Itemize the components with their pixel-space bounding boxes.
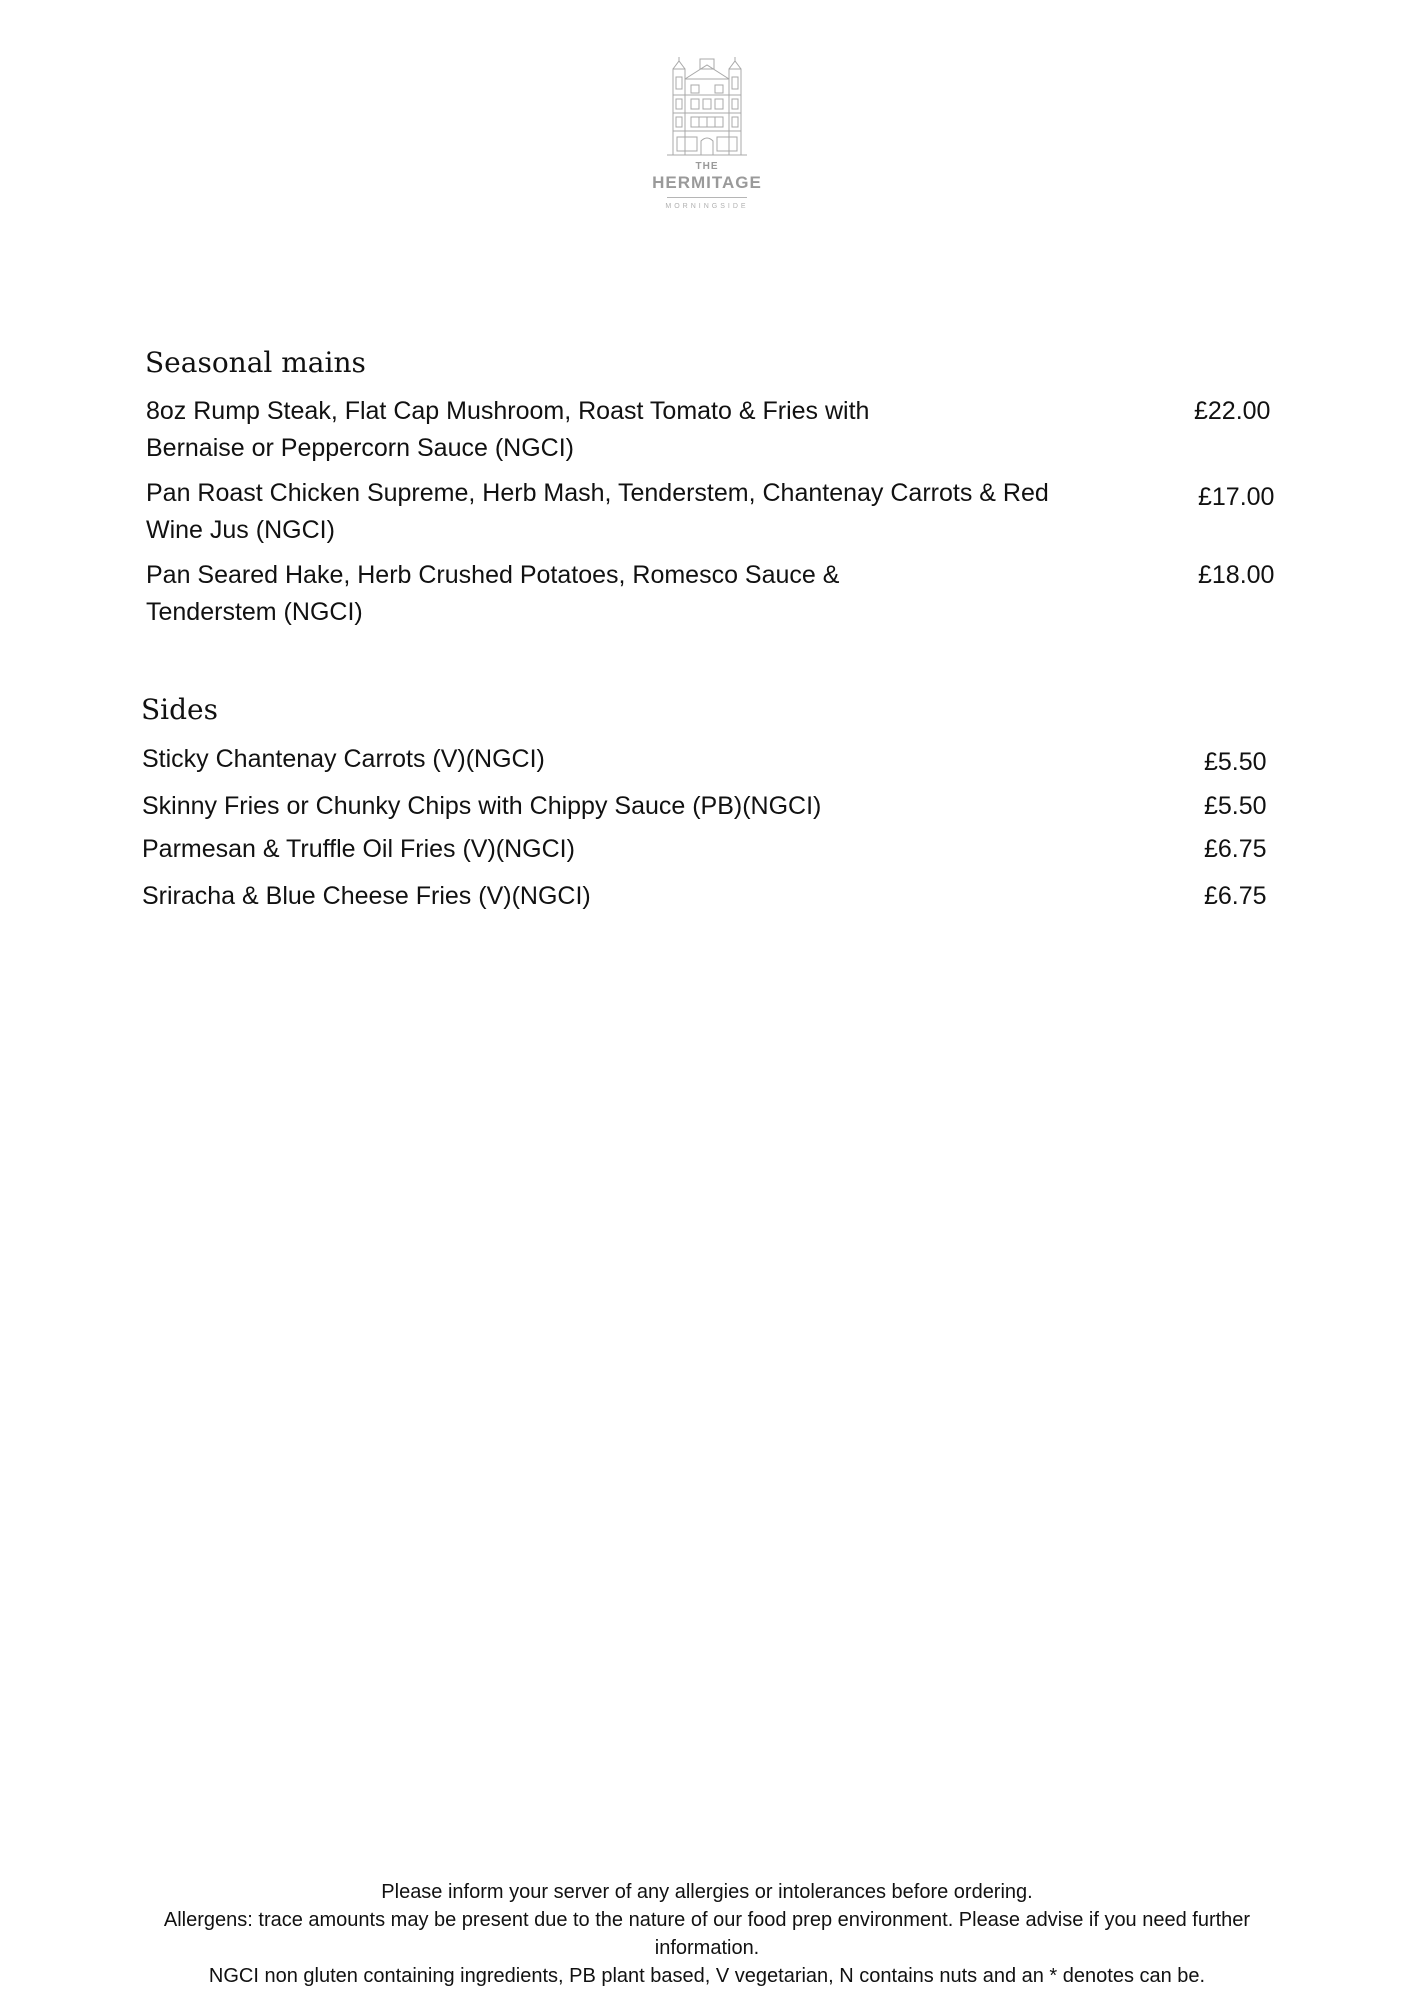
section-title-sides: Sides [141,693,218,726]
menu-item [142,878,1282,915]
menu-item-name: Pan Seared Hake, Herb Crushed Potatoes, Romesco Sauce & Tenderstem (NGCI) [146,561,840,626]
footer-allergen-trace: Allergens: trace amounts may be present due to the nature of our food prep environment. Please advise if you need further information. [163,1909,1251,1959]
logo-the: THE [695,161,719,172]
menu-item-price: £6.75 [1204,835,1267,863]
menu-item-price: £5.50 [1204,748,1267,776]
menu-item-price: £6.75 [1204,882,1267,910]
menu-item-name: Sriracha & Blue Cheese Fries (V)(NGCI) [142,882,591,910]
footer-legend: NGCI non gluten containing ingredients, PB plant based, V vegetarian, N contains nuts and an * denotes can be. [208,1965,1206,1987]
menu-item-price: £18.00 [1198,561,1275,589]
menu-item [142,741,1282,778]
footer-allergy-notice: Please inform your server of any allergies or intolerances before ordering. [381,1881,1033,1903]
menu-item-name: Sticky Chantenay Carrots (V)(NGCI) [142,745,545,773]
menu-item-name: Skinny Fries or Chunky Chips with Chippy Sauce (PB)(NGCI) [142,792,822,820]
menu-item [146,557,1286,631]
menu-item-name: Parmesan & Truffle Oil Fries (V)(NGCI) [142,835,575,863]
menu-item-name: 8oz Rump Steak, Flat Cap Mushroom, Roast Tomato & Fries with Bernaise or Peppercorn Sauce (NGCI) [146,397,870,462]
menu-item-price: £17.00 [1198,483,1275,511]
menu-item [142,788,1282,825]
menu-item [146,475,1286,549]
section-title-mains: Seasonal mains [145,346,366,379]
logo-divider [667,197,747,198]
menu-item-name: Pan Roast Chicken Supreme, Herb Mash, Tenderstem, Chantenay Carrots & Red Wine Jus (NGCI) [146,479,1049,544]
restaurant-logo [0,55,1414,210]
menu-item [146,393,1286,467]
menu-item-price: £22.00 [1194,397,1271,425]
menu-item-price: £5.50 [1204,792,1267,820]
menu-item [142,831,1282,868]
logo-location: MORNINGSIDE [665,203,749,210]
allergen-footer [110,1878,1304,1990]
building-icon [667,55,747,157]
logo-name: HERMITAGE [652,173,762,192]
